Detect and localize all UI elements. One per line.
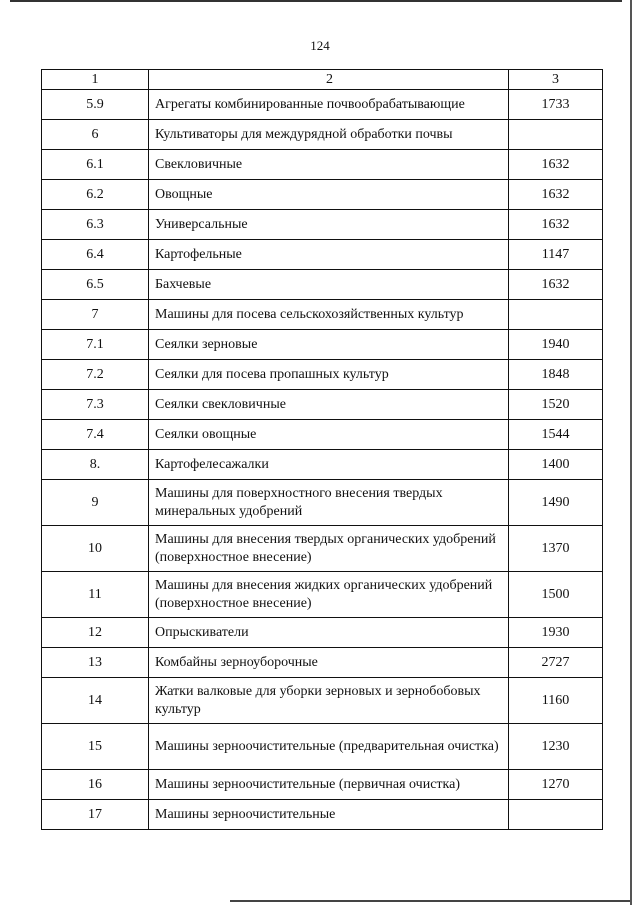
row-value: 1632	[509, 150, 603, 180]
row-number: 7.4	[42, 420, 149, 450]
table-row	[42, 210, 603, 240]
row-number: 9	[42, 480, 149, 526]
row-value: 1370	[509, 526, 603, 572]
row-value: 1400	[509, 450, 603, 480]
row-name: Овощные	[149, 180, 509, 210]
row-number: 15	[42, 724, 149, 770]
row-value: 1520	[509, 390, 603, 420]
row-value: 1500	[509, 572, 603, 618]
row-name: Машины зерноочистительные (первичная очистка)	[149, 770, 509, 800]
row-value: 1544	[509, 420, 603, 450]
row-name: Сеялки овощные	[149, 420, 509, 450]
row-name: Машины для внесения жидких органических удобрений (поверхностное внесение)	[149, 572, 509, 618]
table-row	[42, 120, 603, 150]
table-row	[42, 390, 603, 420]
row-value: 1147	[509, 240, 603, 270]
table-row	[42, 420, 603, 450]
table-row	[42, 240, 603, 270]
row-number: 17	[42, 800, 149, 830]
row-number: 7.1	[42, 330, 149, 360]
row-value: 1940	[509, 330, 603, 360]
row-name: Агрегаты комбинированные почвообрабатывающие	[149, 90, 509, 120]
table-row	[42, 526, 603, 572]
row-value: 1632	[509, 270, 603, 300]
row-number: 6.5	[42, 270, 149, 300]
header-col-2: 2	[149, 70, 509, 90]
row-name: Сеялки зерновые	[149, 330, 509, 360]
row-name: Картофельные	[149, 240, 509, 270]
row-name: Машины зерноочистительные (предварительная очистка)	[149, 724, 509, 770]
header-col-3: 3	[509, 70, 603, 90]
table-row	[42, 648, 603, 678]
table-row	[42, 150, 603, 180]
row-number: 6.1	[42, 150, 149, 180]
row-value: 1160	[509, 678, 603, 724]
table-row	[42, 270, 603, 300]
scan-edge-bottom	[230, 900, 630, 902]
equipment-table	[41, 69, 603, 830]
table-row	[42, 572, 603, 618]
table-row	[42, 770, 603, 800]
table-header-row	[42, 70, 603, 90]
row-value	[509, 120, 603, 150]
row-value: 1733	[509, 90, 603, 120]
row-name: Картофелесажалки	[149, 450, 509, 480]
row-number: 5.9	[42, 90, 149, 120]
row-value: 1270	[509, 770, 603, 800]
table-row	[42, 330, 603, 360]
row-name: Сеялки свекловичные	[149, 390, 509, 420]
table-row	[42, 724, 603, 770]
table-row	[42, 678, 603, 724]
row-name: Жатки валковые для уборки зерновых и зернобобовых культур	[149, 678, 509, 724]
row-number: 6.3	[42, 210, 149, 240]
table-row	[42, 618, 603, 648]
row-number: 6.4	[42, 240, 149, 270]
table-row	[42, 300, 603, 330]
row-name: Комбайны зерноуборочные	[149, 648, 509, 678]
row-name: Машины для посева сельскохозяйственных культур	[149, 300, 509, 330]
table-row	[42, 480, 603, 526]
row-number: 6.2	[42, 180, 149, 210]
header-col-1: 1	[42, 70, 149, 90]
row-name: Машины для внесения твердых органических удобрений (поверхностное внесение)	[149, 526, 509, 572]
table-row	[42, 90, 603, 120]
row-name: Свекловичные	[149, 150, 509, 180]
row-value: 2727	[509, 648, 603, 678]
row-value: 1632	[509, 210, 603, 240]
row-number: 7.2	[42, 360, 149, 390]
row-value: 1490	[509, 480, 603, 526]
row-name: Опрыскиватели	[149, 618, 509, 648]
row-number: 16	[42, 770, 149, 800]
row-number: 7.3	[42, 390, 149, 420]
table-row	[42, 800, 603, 830]
row-name: Бахчевые	[149, 270, 509, 300]
row-value	[509, 800, 603, 830]
row-name: Культиваторы для междурядной обработки почвы	[149, 120, 509, 150]
table-row	[42, 450, 603, 480]
row-name: Машины зерноочистительные	[149, 800, 509, 830]
table-row	[42, 180, 603, 210]
row-name: Машины для поверхностного внесения твердых минеральных удобрений	[149, 480, 509, 526]
page-number: 124	[310, 38, 330, 53]
scan-edge-top	[10, 0, 622, 2]
row-value: 1632	[509, 180, 603, 210]
row-number: 7	[42, 300, 149, 330]
row-name: Сеялки для посева пропашных культур	[149, 360, 509, 390]
scan-edge-right	[630, 0, 632, 905]
row-number: 6	[42, 120, 149, 150]
row-number: 13	[42, 648, 149, 678]
row-number: 14	[42, 678, 149, 724]
row-number: 8.	[42, 450, 149, 480]
row-number: 12	[42, 618, 149, 648]
row-name: Универсальные	[149, 210, 509, 240]
table-row	[42, 360, 603, 390]
row-value: 1930	[509, 618, 603, 648]
row-number: 11	[42, 572, 149, 618]
row-value: 1230	[509, 724, 603, 770]
row-value: 1848	[509, 360, 603, 390]
row-value	[509, 300, 603, 330]
row-number: 10	[42, 526, 149, 572]
